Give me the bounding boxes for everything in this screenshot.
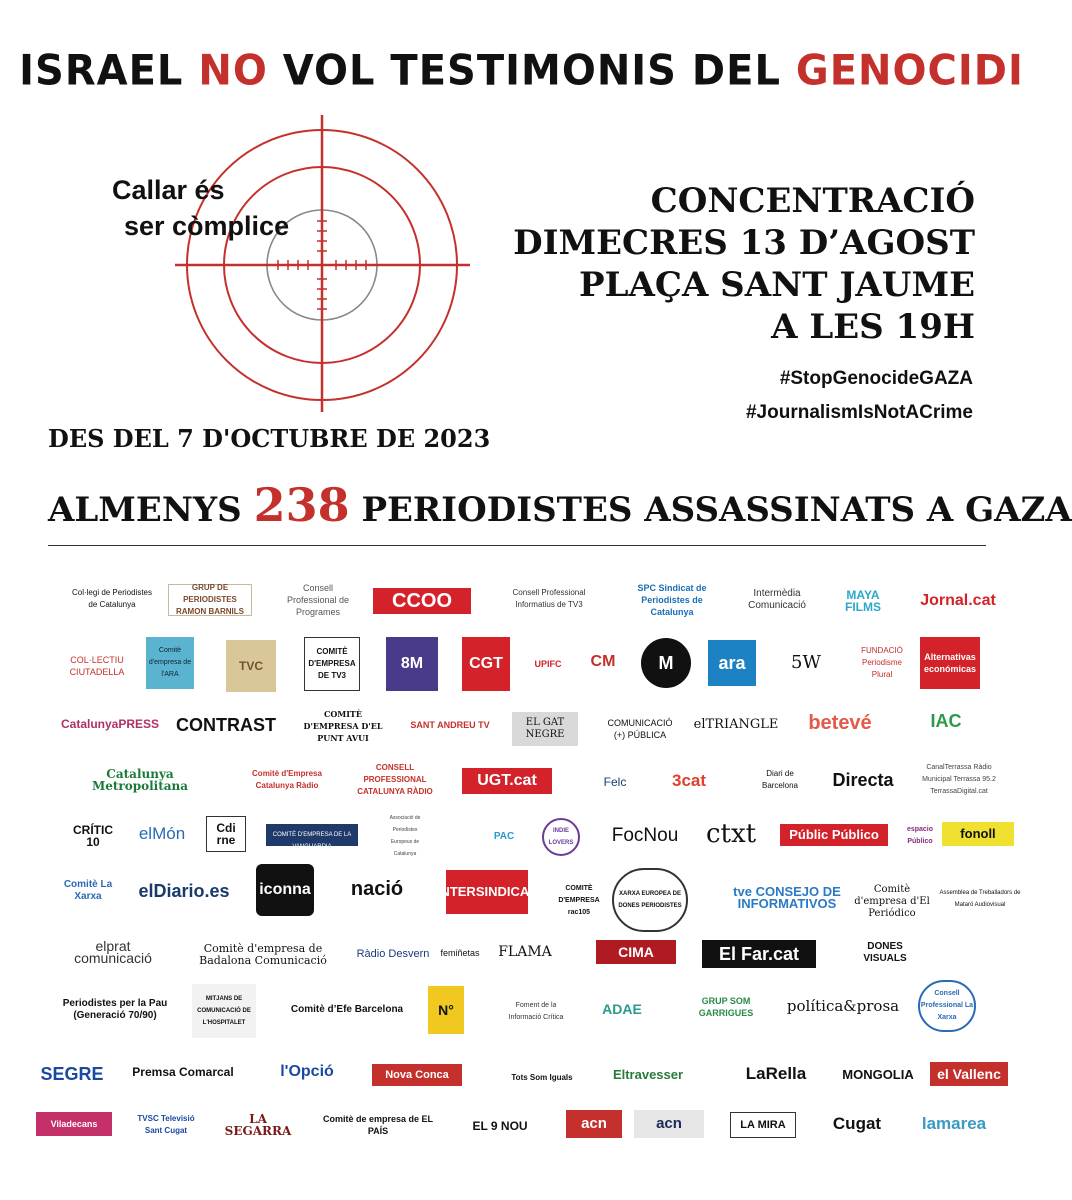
logo-text: CCOO	[392, 590, 452, 612]
logo-text: SEGRE	[40, 1064, 104, 1084]
logo-text: Eltravesser	[612, 1067, 684, 1082]
logo-lamarea	[910, 1112, 998, 1136]
logo-text: Comitè d'empresa de Badalona Comunicació	[199, 942, 327, 967]
logo-cdi-rne	[206, 816, 246, 852]
logo-text: Comitè d'Empresa Catalunya Ràdio	[252, 769, 322, 790]
logo-iconna	[256, 864, 314, 916]
logo-text: CGT	[469, 655, 503, 672]
logo-comite-badalona	[192, 940, 334, 970]
logo-el-gat-negre	[512, 712, 578, 746]
logo-periodistes-per-la-pau	[48, 992, 182, 1028]
logo-text: Comitè d’Efe Barcelona	[290, 1004, 404, 1015]
logo-text: el Vallenc	[937, 1066, 1001, 1082]
logo-text: DONES VISUALS	[863, 941, 907, 964]
logo-text: Públic Público	[789, 827, 879, 842]
logo-mataro-audiovisual	[938, 870, 1022, 928]
logo-el-9-nou	[464, 1116, 536, 1136]
logo-text: Cdi rne	[216, 821, 236, 847]
logo-la-mira	[730, 1112, 796, 1138]
logo-text: elMón	[138, 824, 186, 843]
logo-ugt	[462, 768, 552, 794]
logo-text: CRÍTIC 10	[73, 823, 113, 849]
logo-text: l'Opció	[280, 1063, 334, 1080]
logo-text: Nova Conca	[385, 1069, 449, 1081]
logo-comite-ara	[146, 637, 194, 689]
logo-cugat	[822, 1112, 892, 1136]
logo-eldiario	[128, 878, 240, 904]
logo-comite-tv3	[304, 637, 360, 691]
logo-text: MAYA FILMS	[845, 588, 881, 614]
logo-3cat	[660, 770, 718, 792]
logo-text: Catalunya Metropolitana	[91, 767, 189, 793]
logo-text: INDIE LOVERS	[548, 828, 574, 846]
logo-text: INTERSINDICAL	[436, 884, 538, 899]
logo-felc	[582, 764, 648, 800]
logo-focnou	[604, 824, 686, 848]
logo-text: Comitè d'empresa de l'ARA	[148, 647, 192, 678]
headline-genocidi: GENOCIDI	[795, 46, 1024, 96]
logo-comite-efe	[280, 1000, 414, 1020]
logo-text: FLAMA	[498, 944, 552, 960]
logo-consell-programes	[284, 584, 352, 616]
logo-text: nació	[350, 878, 404, 900]
logo-grup-ramon-barnils	[168, 584, 252, 616]
headline-part-3: VOL TESTIMONIS DEL	[267, 46, 796, 96]
killed-number: 238	[253, 478, 350, 532]
logo-consell-la-vanguardia	[266, 820, 358, 850]
logo-text: LA MIRA	[740, 1119, 786, 1131]
logo-premsa-comarcal	[122, 1062, 244, 1082]
event-line-3: PLAÇA SANT JAUME	[579, 265, 975, 305]
logo-text: lamarea	[921, 1114, 987, 1133]
event-details	[513, 180, 975, 348]
logo-text: COMITÈ D'EMPRESA D'EL PUNT AVUI	[303, 709, 383, 743]
logo-text: elDiario.es	[138, 881, 230, 901]
logo-text: N°	[438, 1002, 454, 1018]
logo-diari-barcelona	[748, 762, 812, 798]
logo-catalunya-metropolitana	[60, 765, 220, 795]
logo-text: Diari de Barcelona	[761, 769, 799, 790]
logo-text: FUNDACIÓ Periodisme Plural	[861, 646, 903, 679]
logo-el-vallenc	[930, 1062, 1008, 1086]
slogan-line-1: Callar és	[112, 175, 225, 205]
logo-viladecans	[36, 1112, 112, 1136]
logo-text: LaRella	[745, 1064, 807, 1083]
logo-tvc	[226, 640, 276, 692]
logo-text: COMUNICACIÓ (+) PÚBLICA	[607, 718, 673, 740]
logo-text: Intermèdia Comunicació	[748, 588, 806, 611]
logo-indie-lovers	[542, 818, 580, 856]
logo-intersindical	[436, 870, 538, 914]
logo-grup-som-garrigues	[682, 994, 770, 1020]
logo-text: ADAE	[602, 1001, 642, 1017]
hashtags	[746, 362, 973, 430]
logo-jornal-cat	[912, 590, 1004, 612]
logo-text: Felc	[603, 775, 627, 789]
logo-comite-catalunya-radio	[248, 762, 326, 798]
logo-text: COL·LECTIU CIUTADELLA	[69, 655, 125, 677]
slogan-line-2: ser còmplice	[124, 211, 290, 241]
logo-acn-grey	[634, 1110, 704, 1138]
logo-text: MONGOLIA	[842, 1067, 914, 1082]
logo-dones-visuals	[846, 930, 924, 976]
logo-text: TVC	[239, 659, 263, 673]
logo-comite-el-pais	[320, 1110, 436, 1140]
logo-adae	[586, 996, 658, 1022]
logo-espacio-publico	[900, 820, 940, 852]
slogan	[112, 172, 289, 244]
logo-public-publico	[780, 824, 888, 846]
logo-radio-desvern	[356, 934, 430, 974]
logo-text: CM	[590, 653, 616, 670]
logo-feminetas	[440, 944, 480, 962]
logo-text: Consell Professional de Programes	[286, 583, 350, 617]
logo-text: Assemblea de Treballadors de Mataró Audiovisual	[939, 890, 1021, 908]
logo-text: política&prosa	[786, 997, 900, 1015]
logo-tve-consejo	[732, 882, 842, 914]
headline	[0, 47, 1043, 95]
logo-text: UGT.cat	[477, 772, 537, 789]
event-line-1: CONCENTRACIÓ	[650, 181, 975, 221]
logo-text: Tots Som Iguals	[511, 1073, 573, 1082]
divider	[48, 545, 986, 546]
logo-text: acn	[581, 1115, 607, 1132]
logo-text: ctxt	[705, 819, 757, 849]
logo-tvsc	[136, 1108, 196, 1142]
logo-text: Comitè d'empresa d'El Periódico	[854, 884, 930, 919]
logo-text: CatalunyaPRESS	[60, 717, 160, 731]
logo-directa	[828, 768, 898, 792]
logo-larella	[726, 1062, 826, 1086]
headline-no: NO	[198, 46, 268, 96]
logo-5w	[786, 645, 826, 681]
logo-text: iconna	[259, 881, 311, 898]
logo-text: SPC Sindicat de Periodistes de Catalunya	[637, 583, 707, 617]
logo-maya-films	[836, 588, 890, 614]
logo-el-far	[702, 940, 816, 968]
logo-comite-rac105	[550, 885, 608, 916]
logo-sant-andreu-tv	[410, 712, 490, 738]
logo-nova-conca	[372, 1064, 462, 1086]
crosshair-target-icon	[170, 115, 480, 415]
logo-text: COMITÈ D'EMPRESA rac105	[558, 885, 600, 916]
logo-text: acn	[656, 1115, 682, 1132]
logo-spc	[626, 585, 718, 615]
logo-comite-el-periodico	[850, 880, 934, 924]
logo-cima	[596, 940, 676, 964]
logo-cm	[586, 632, 620, 692]
logo-text: El Far.cat	[718, 944, 800, 964]
logo-critic	[66, 820, 120, 852]
logo-text: ara	[718, 653, 746, 673]
logo-text: XARXA EUROPEA DE DONES PERIODISTES	[618, 891, 682, 909]
logo-text: GRUP SOM GARRIGUES	[698, 996, 754, 1018]
logo-comite-punt-avui	[298, 709, 388, 743]
logo-text: Directa	[832, 770, 894, 790]
logo-text: fonoll	[960, 826, 996, 841]
event-line-2: DIMECRES 13 D’AGOST	[513, 223, 975, 263]
logo-text: EL 9 NOU	[472, 1119, 528, 1133]
logo-text: EL GAT NEGRE	[525, 717, 565, 740]
logo-text: CONTRAST	[176, 715, 276, 735]
killed-post: PERIODISTES ASSASSINATS A GAZA	[349, 490, 1072, 530]
logo-periodisme-plural	[862, 640, 902, 686]
logo-text: Periodistes per la Pau (Generació 70/90)	[62, 998, 168, 1021]
logo-flama	[500, 940, 550, 964]
logo-text: CONSELL PROFESSIONAL I COMITÈ D'EMPRESA DE LA VANGUARDIA	[272, 820, 352, 850]
logo-text: CIMA	[618, 944, 654, 960]
logo-eltravesser	[600, 1064, 696, 1086]
logo-m-circle	[641, 638, 691, 688]
logo-text: femiñetas	[440, 948, 480, 958]
logo-canal-terrassa	[914, 762, 1004, 798]
logo-xarxa-dones-periodistes	[612, 868, 688, 932]
logo-collectiu-ciutadella	[68, 642, 126, 690]
logo-nvb	[428, 986, 464, 1034]
logo-text: espacio Público	[906, 826, 934, 845]
logo-collegi-periodistes	[68, 582, 156, 616]
logo-segre	[36, 1062, 108, 1086]
logo-mitjans-hospitalet	[192, 984, 256, 1038]
logo-comunicacio-publica	[602, 714, 678, 744]
since-date: DES DEL 7 D'OCTUBRE DE 2023	[48, 424, 491, 453]
logo-nacio	[330, 872, 424, 906]
logo-mongolia	[842, 1064, 914, 1086]
logo-text: UPIFC	[534, 659, 562, 669]
logo-text: Col·legi de Periodistes de Catalunya	[71, 588, 153, 609]
logo-text: Consell Professional La Xarxa	[920, 990, 974, 1021]
logo-text: IAC	[930, 711, 962, 731]
logo-text: Consell Professional Informatius de TV3	[512, 588, 586, 609]
logo-fonoll	[942, 822, 1014, 846]
logo-text: elTRIANGLE	[693, 717, 779, 732]
logo-text: SANT ANDREU TV	[410, 720, 490, 730]
logo-text: Ràdio Desvern	[356, 948, 430, 960]
logo-text: tve CONSEJO DE INFORMATIVOS	[733, 884, 841, 911]
logo-ccoo	[373, 588, 471, 614]
logo-elmon	[136, 822, 188, 846]
logo-alternativas-economicas	[920, 637, 980, 689]
logo-text: Comitè La Xarxa	[63, 879, 113, 902]
logo-text: elprat comunicació	[74, 938, 152, 966]
logo-text: TVSC Televisió Sant Cugat	[137, 1114, 195, 1135]
logo-text: MITJANS DE COMUNICACIÓ DE L'HOSPITALET	[197, 996, 251, 1026]
logo-acn-red	[566, 1110, 622, 1138]
logo-contrast	[176, 714, 276, 736]
logo-elprat-comunicacio	[56, 934, 170, 970]
logo-ctxt	[700, 818, 762, 850]
logo-catalunya-press	[60, 714, 160, 734]
logo-la-segarra	[220, 1114, 296, 1136]
logo-upifc	[526, 637, 570, 691]
logo-text: Associació de Periodistes Europeus de Catalunya	[389, 815, 421, 857]
logo-text: PAC	[493, 831, 515, 842]
logo-text: Comitè de empresa de EL PAÍS	[322, 1114, 434, 1136]
logo-pac	[478, 820, 530, 854]
logo-text: COMITÈ D'EMPRESA DE TV3	[308, 647, 356, 680]
headline-part-1: ISRAEL	[19, 46, 199, 96]
logo-consell-catalunya-radio	[352, 762, 438, 798]
event-line-4: A LES 19H	[771, 307, 975, 347]
logo-text: 8M	[400, 655, 424, 672]
logo-text: GRUP DE PERIODISTES RAMON BARNILS	[176, 583, 244, 616]
logo-text: Viladecans	[50, 1119, 98, 1129]
logo-text: 3cat	[671, 771, 707, 790]
logo-text: Cugat	[832, 1114, 882, 1133]
logo-comite-la-xarxa	[62, 866, 114, 916]
logo-foment-informacio-critica	[500, 992, 572, 1032]
logo-text: CONSELL PROFESSIONAL CATALUNYA RÀDIO	[357, 763, 433, 796]
logo-text: Foment de la Informació Crítica	[508, 1002, 564, 1021]
logo-text: LA SEGARRA	[224, 1112, 292, 1138]
logo-text: FocNou	[611, 825, 679, 846]
logo-apec	[382, 815, 428, 857]
killed-count-line	[48, 478, 1072, 532]
logo-text: 5W	[791, 652, 821, 673]
logo-text: M	[658, 653, 674, 673]
logo-beteve	[800, 710, 880, 736]
logo-intermedia	[740, 590, 814, 610]
logo-politica-prosa	[786, 996, 900, 1016]
logo-ara	[708, 640, 756, 686]
logo-iac	[916, 706, 976, 736]
logo-consell-la-xarxa	[918, 980, 976, 1032]
logo-consell-tv3	[505, 584, 593, 614]
hashtag-1: #StopGenocideGAZA	[779, 368, 973, 389]
logo-lopcio	[262, 1058, 352, 1086]
killed-pre: ALMENYS	[48, 490, 254, 530]
logo-text: Premsa Comarcal	[132, 1065, 234, 1079]
logo-text: CanalTerrassa Ràdio Municipal Terrassa 95.2 TerrassaDigital.cat	[922, 764, 996, 795]
logo-tots-som-iguals	[506, 1060, 578, 1096]
hashtag-2: #JournalismIsNotACrime	[745, 402, 973, 423]
logo-8m	[386, 637, 438, 691]
logo-el-triangle	[693, 714, 779, 736]
logo-cgt	[462, 637, 510, 691]
logo-text: Alternativas económicas	[923, 652, 977, 674]
logo-text: betevé	[808, 712, 872, 734]
logo-text: Jornal.cat	[920, 592, 996, 609]
